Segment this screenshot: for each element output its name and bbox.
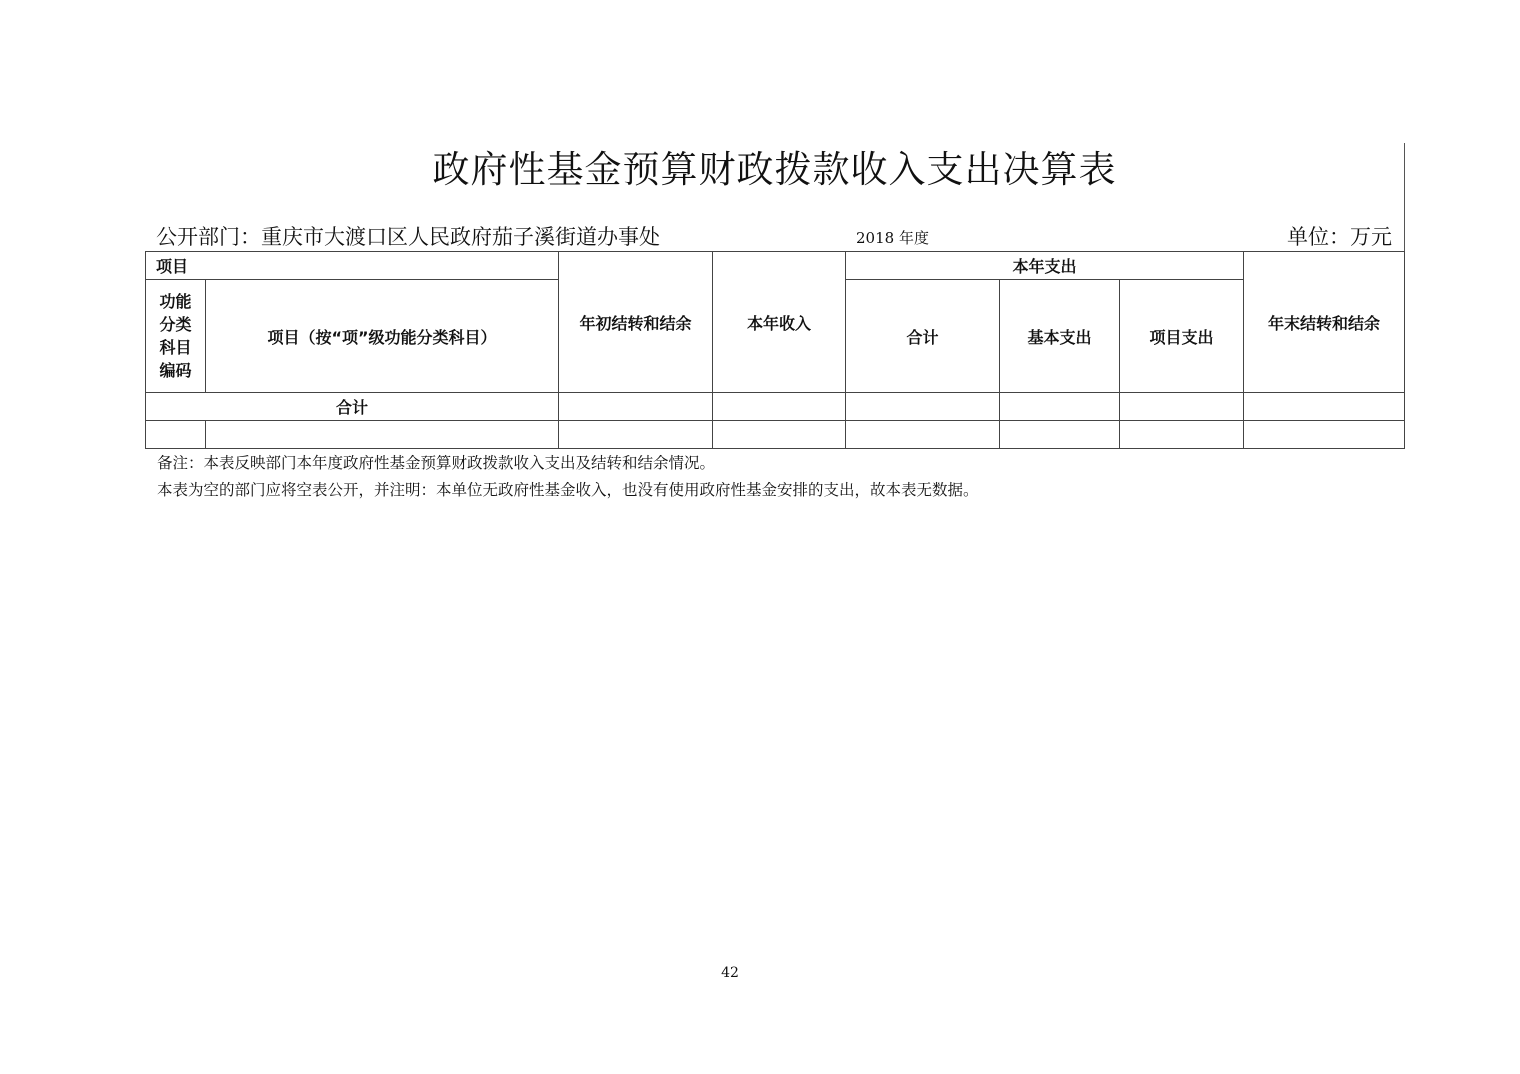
code-header-line: 分类 (159, 315, 192, 334)
project-expense-header: 项目支出 (1120, 280, 1244, 393)
table-cell (713, 421, 846, 449)
table-cell (1000, 421, 1120, 449)
page-number: 42 (721, 965, 739, 981)
table-cell (559, 421, 713, 449)
item-group-header: 项目 (146, 252, 559, 280)
table-cell (846, 421, 1000, 449)
code-header (146, 280, 206, 393)
unit-label: 单位：万元 (1287, 225, 1392, 249)
code-header-line: 功能 (159, 292, 192, 311)
item-header: 项目（按“项”级功能分类科目） (206, 280, 559, 393)
table-cell (1244, 421, 1405, 449)
table-cell (846, 393, 1000, 421)
note-line: 本表为空的部门应将空表公开，并注明：本单位无政府性基金收入，也没有使用政府性基金安排的支出，故本表无数据。 (157, 481, 979, 499)
basic-expense-header: 基本支出 (1000, 280, 1120, 393)
table-cell (1120, 393, 1244, 421)
table-cell (206, 421, 559, 449)
right-border-line (1404, 143, 1405, 252)
opening-balance-header: 年初结转和结余 (559, 252, 713, 393)
budget-table (145, 251, 1405, 449)
total-row-label: 合计 (146, 393, 559, 421)
department-label: 公开部门：重庆市大渡口区人民政府茄子溪街道办事处 (156, 225, 660, 249)
page-title: 政府性基金预算财政拨款收入支出决算表 (432, 148, 1117, 191)
table-cell (713, 393, 846, 421)
header-row-1 (146, 252, 1405, 280)
total-row (146, 393, 1405, 421)
closing-balance-header: 年末结转和结余 (1244, 252, 1405, 393)
table-cell (1120, 421, 1244, 449)
table-cell (1000, 393, 1120, 421)
fiscal-year-label: 2018 年度 (856, 229, 929, 247)
table-cell (146, 421, 206, 449)
current-income-header: 本年收入 (713, 252, 846, 393)
table-cell (559, 393, 713, 421)
table-row (146, 421, 1405, 449)
table-cell (1244, 393, 1405, 421)
code-header-line: 科目 (159, 338, 192, 357)
code-header-line: 编码 (159, 361, 192, 380)
note-line: 备注：本表反映部门本年度政府性基金预算财政拨款收入支出及结转和结余情况。 (157, 454, 716, 472)
expense-group-header: 本年支出 (846, 252, 1244, 280)
expense-total-header: 合计 (846, 280, 1000, 393)
